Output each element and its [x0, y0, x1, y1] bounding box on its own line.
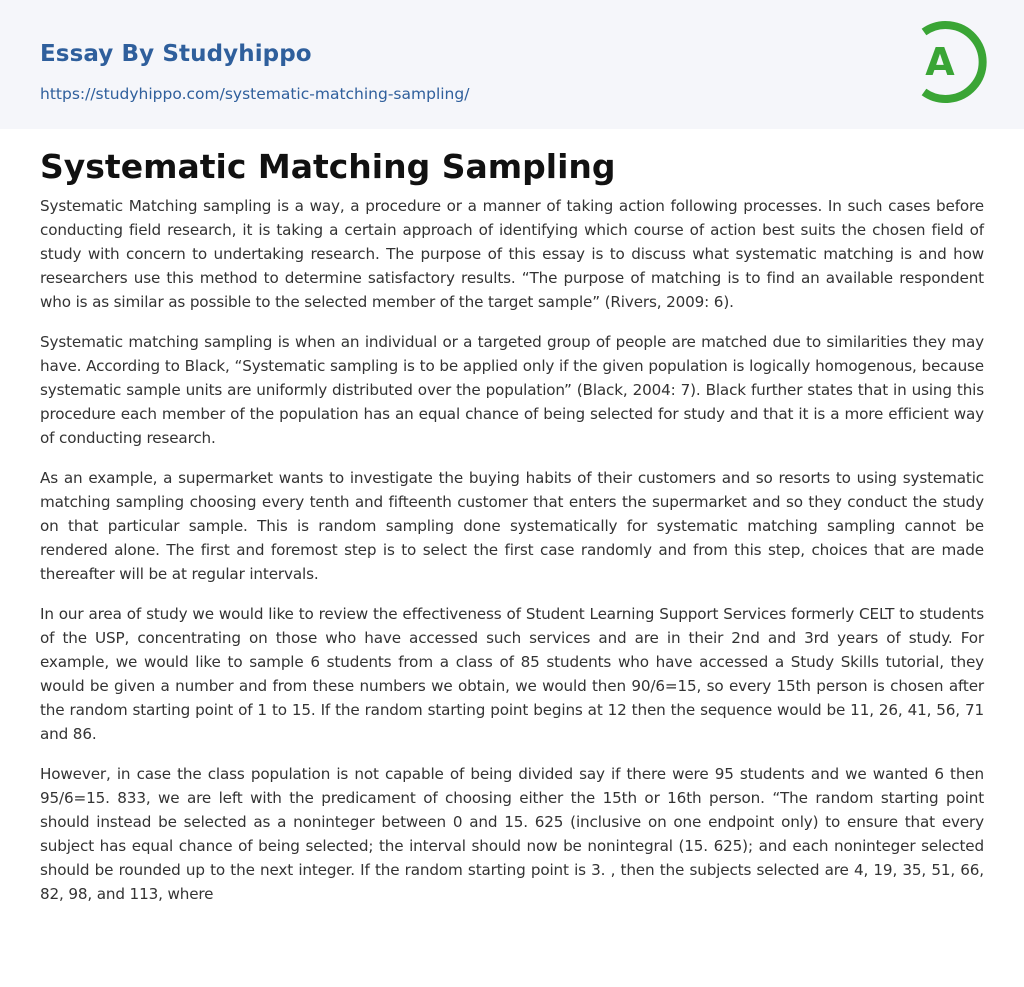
source-url-link[interactable]: https://studyhippo.com/systematic-matching-sampling/ — [40, 85, 470, 103]
article-paragraph: In our area of study we would like to review the effectiveness of Student Learning Support Services formerly CELT to students of the USP, concentrating on those who have accessed such services and are in their 2nd and 3rd years of study. For example, we would like to sample 6 students from a class of 85 students who have accessed a Study Skills tutorial, they would be given a number and from these numbers we obtain, we would then 90/6=15, so every 15th person is chosen after the random starting point of 1 to 15. If the random starting point begins at 12 then the sequence would be 11, 26, 41, 56, 71 and 86. — [40, 605, 984, 743]
article-paragraph: As an example, a supermarket wants to investigate the buying habits of their customers and so resorts to using systematic matching sampling choosing every tenth and fifteenth customer that enters the supermarket and so they conduct the study on that particular sample. This is random sampling done systematically for systematic matching sampling cannot be rendered alone. The first and foremost step is to select the first case randomly and from this step, choices that are made thereafter will be at regular intervals. — [40, 469, 984, 583]
article-paragraph: However, in case the class population is not capable of being divided say if there were 95 students and we wanted 6 then 95/6=15. 833, we are left with the predicament of choosing either the 15th or 16th person. “The random starting point should instead be selected as a noninteger between 0 and 15. 625 (inclusive on one endpoint only) to ensure that every subject has equal chance of being selected; the interval should now be nonintegral (15. 625); and each noninteger selected should be rounded up to the next integer. If the random starting point is 3. , then the subjects selected are 4, 19, 35, 51, 66, 82, 98, and 113, where — [40, 765, 984, 903]
logo-letter: A — [925, 40, 955, 84]
circle-a-logo-icon[interactable] — [906, 18, 988, 106]
brand-title: Essay By Studyhippo — [40, 41, 312, 67]
article-paragraph: Systematic matching sampling is when an individual or a targeted group of people are matched due to similarities they may have. According to Black, “Systematic sampling is to be applied only if the given population is logically homogenous, because systematic sample units are uniformly distributed over the population” (Black, 2004: 7). Black further states that in using this procedure each member of the population has an equal chance of being selected for study and that it is a more efficient way of conducting research. — [40, 333, 984, 447]
article-paragraph: Systematic Matching sampling is a way, a procedure or a manner of taking action following processes. In such cases before conducting field research, it is taking a certain approach of identifying which course of action best suits the chosen field of study with concern to undertaking research. The purpose of this essay is to discuss what systematic matching is and how researchers use this method to determine satisfactory results. “The purpose of matching is to find an available respondent who is as similar as possible to the selected member of the target sample” (Rivers, 2009: 6). — [40, 197, 984, 311]
article-body — [40, 194, 984, 922]
page-title: Systematic Matching Sampling — [40, 147, 616, 186]
page-header — [0, 0, 1024, 129]
